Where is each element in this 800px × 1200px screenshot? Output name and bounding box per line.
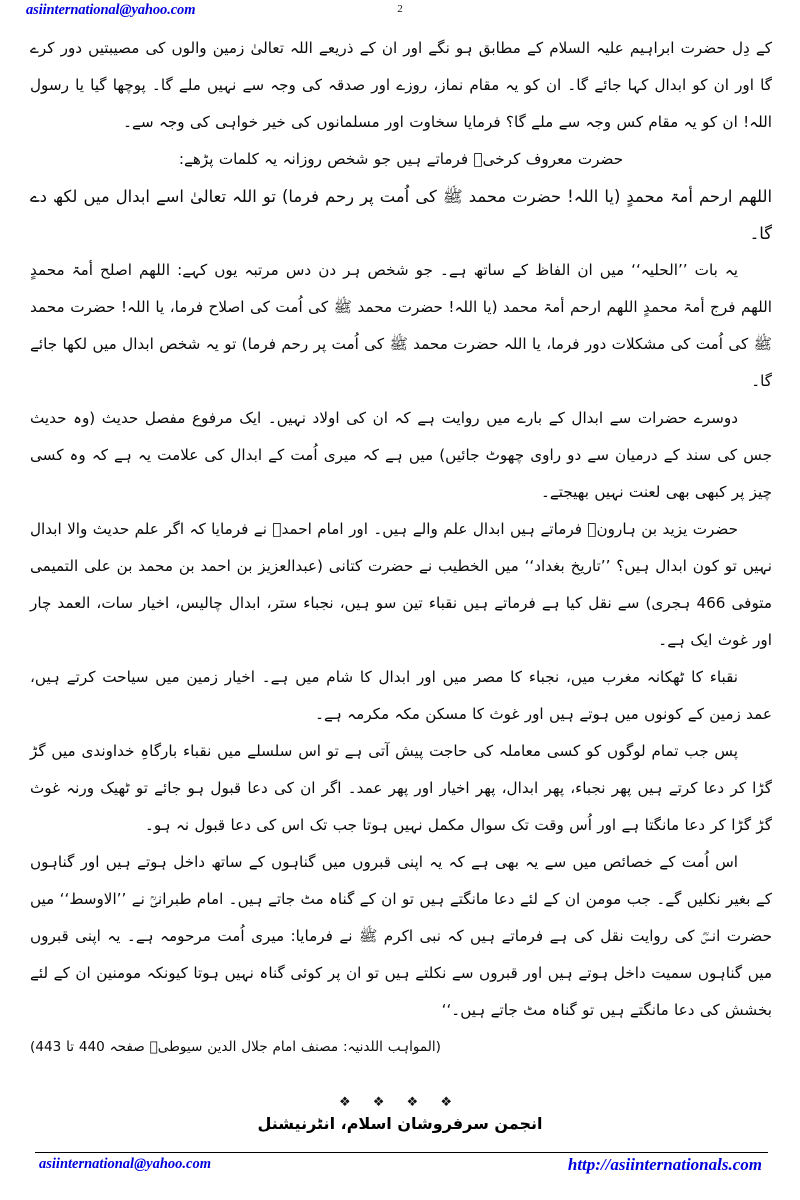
footer-divider <box>35 1152 768 1153</box>
source-citation: (المواہب اللدنیہ: مصنف امام جلال الدین سیوطیؒ صفحہ 440 تا 443) <box>30 1039 441 1055</box>
page-header <box>0 0 800 28</box>
page-footer <box>35 1152 768 1178</box>
paragraph-4: یہ بات ’’الحلیہ‘‘ میں ان الفاظ کے ساتھ ہے۔ جو شخص ہر دن دس مرتبہ یوں کہے: اللھم اصلح أمۃ محمدٍ اللھم فرج أمۃ محمدٍ اللھم ارحم أمۃ محمد (یا اللہ! حضرت محمد ﷺ کی اُمت کی اصلاح فرما، یا اللہ! حضرت محمد ﷺ کی اُمت کی مشکلات دور فرما، یا اللہ حضرت محمد ﷺ کی اُمت پر رحم فرما) تو یہ شخص ابدال میں لکھا جائے گا۔ <box>30 261 772 390</box>
footer-website-link[interactable]: http://asiinternationals.com <box>567 1155 762 1174</box>
footer-email-link[interactable]: asiinternational@yahoo.com <box>39 1156 211 1172</box>
document-body <box>30 30 772 1066</box>
header-email-link[interactable]: asiinternational@yahoo.com <box>26 2 196 18</box>
diamond-ornament-icon: ❖ ❖ ❖ ❖ <box>338 1095 461 1110</box>
paragraph-1: کے دِل حضرت ابراہیم علیہ السلام کے مطابق ہو نگے اور ان کے ذریعے اللہ تعالیٰ زمین والوں کی مصیبتیں دور کرے گا اور ان کو ابدال کہا جائے گا۔ ان کو یہ مقام نماز، روزے اور صدقہ کی وجہ سے نہیں ملے گا۔ پوچھا گیا یا رسول اللہ! ان کو یہ مقام کس وجہ سے ملے گا؟ فرمایا سخاوت اور مسلمانوں کی خیر خواہی کی وجہ سے۔ <box>30 39 772 131</box>
paragraph-2: حضرت معروف کرخیؒ فرماتے ہیں جو شخص روزانہ یہ کلمات پڑھے: <box>178 150 624 168</box>
footer-row <box>35 1156 768 1178</box>
organization-name: انجمن سرفروشان اسلام، انٹرنیشنل <box>257 1114 543 1133</box>
page-number: 2 <box>397 3 403 15</box>
paragraph-7: نقباء کا ٹھکانہ مغرب میں، نجباء کا مصر میں اور ابدال کا شام میں ہے۔ اخیار زمین میں سیاحت کرتے ہیں، عمد زمین کے کونوں میں ہوتے ہیں اور غوث کا مسکن مکہ مکرمہ ہے۔ <box>30 668 772 723</box>
paragraph-6: حضرت یزید بن ہارونؒ فرماتے ہیں ابدال علم والے ہیں۔ اور امام احمدؒ نے فرمایا کہ اگر علم حدیث والا ابدال نہیں تو کون ابدال ہیں؟ ’’تاریخ بغداد‘‘ میں الخطیب نے حضرت کتانی (عبدالعزیز بن احمد بن محمد بن علی التمیمی متوفی 466 ہجری) سے نقل کیا ہے فرماتے ہیں نقباء تین سو ہیں، نجباء ستر، ابدال چالیس، اخیار سات، العمد چار اور غوث ایک ہے۔ <box>30 520 773 649</box>
paragraph-3: اللھم ارحم أمۃ محمدٍ (یا اللہ! حضرت محمد ﷺ کی اُمت پر رحم فرما) تو اللہ تعالیٰ اسے ابدال میں لکھ دے گا۔ <box>30 187 772 243</box>
paragraph-9: اس اُمت کے خصائص میں سے یہ بھی ہے کہ یہ اپنی قبروں میں گناہوں کے ساتھ داخل ہوتے ہیں اور گناہوں کے بغیر نکلیں گے۔ جب مومن ان کے لئے دعا مانگتے ہیں تو ان کے گناہ مٹ جاتے ہیں۔ امام طبرانیؒ نے ’’الاوسط‘‘ میں حضرت انسؓ کی روایت نقل کی ہے فرماتے ہیں کہ نبی اکرم ﷺ نے فرمایا: میری اُمت مرحومہ ہے۔ یہ اپنی قبروں میں گناہوں سمیت داخل ہوتے ہیں اور قبروں سے نکلتے ہیں تو ان پر کوئی گناہ نہیں ہوتا کیونکہ مومنین ان کے لئے بخشش کی دعا مانگتے ہیں تو گناہ مٹ جاتے ہیں۔‘‘ <box>30 853 772 1019</box>
paragraph-8: پس جب تمام لوگوں کو کسی معاملہ کی حاجت پیش آتی ہے تو اس سلسلے میں نقباء بارگاہِ خداوندی میں گڑ گڑا کر دعا کرتے ہیں پھر نجباء، پھر ابدال، پھر اخیار اور پھر عمد۔ اگر ان کی دعا قبول ہو جائے تو ٹھیک ورنہ غوث گڑ گڑا کر دعا مانگتا ہے اور اُس وقت تک سوال مکمل نہیں ہوتا جب تک اس کی دعا قبول نہ ہو۔ <box>30 742 772 834</box>
paragraph-5: دوسرے حضرات سے ابدال کے بارے میں روایت ہے کہ ان کی اولاد نہیں۔ ایک مرفوع مفصل حدیث (وہ حدیث جس کی سند کے درمیان سے دو راوی چھوٹ جائیں) میں ہے کہ میری اُمت کے ابدال کی علامت یہ ہے کہ وہ کسی چیز پر کبھی بھی لعنت نہیں بھیجتے۔ <box>30 409 772 501</box>
